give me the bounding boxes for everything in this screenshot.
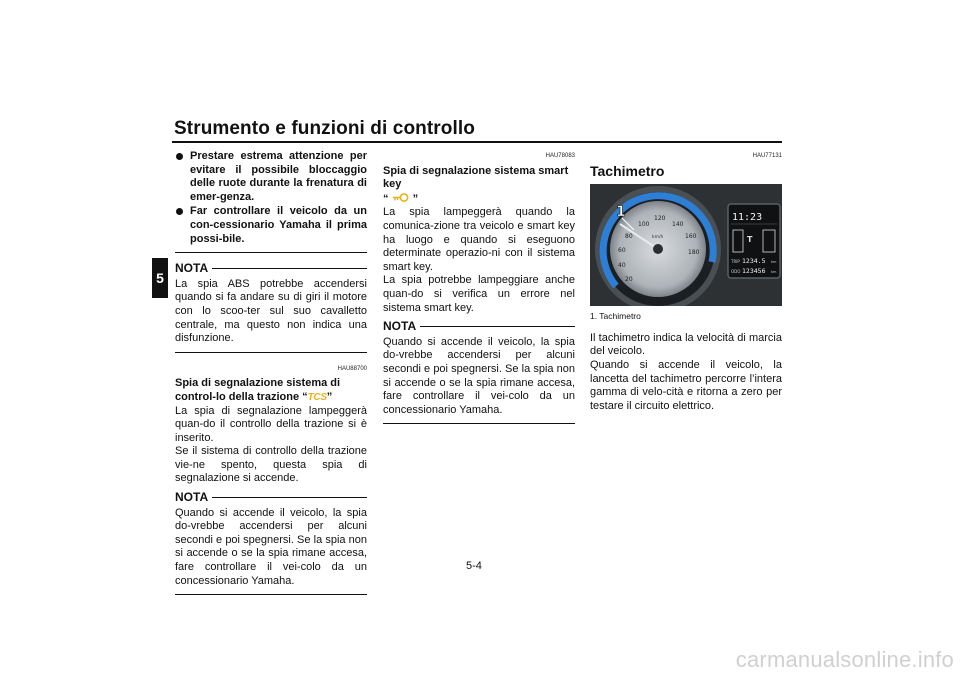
warning-bullets (175, 150, 367, 246)
section-title-tachimetro: Tachimetro (590, 162, 665, 179)
speed-label: 160 (685, 233, 697, 241)
bullet-item (175, 205, 367, 246)
paragraph: La spia di segnalazione lampeggerà quan-do il controllo della trazione si è inserito. (175, 404, 367, 444)
speed-label: 180 (688, 249, 700, 257)
speed-label: 140 (672, 221, 684, 229)
speedometer-figure (590, 184, 782, 306)
section-title-tcs (175, 377, 367, 404)
section-title-text: Spia di segnalazione sistema di control-lo della trazione “ (175, 377, 341, 403)
page-header-title: Strumento e funzioni di controllo (174, 118, 475, 139)
figure-caption: 1. Tachimetro (590, 311, 641, 322)
bullet-text: Far controllare il veicolo da un con-cessionario Yamaha il prima possi-bile. (190, 205, 367, 245)
nota-label: NOTA (383, 319, 417, 334)
section-code: HAU78083 (545, 153, 575, 159)
paragraph: Se il sistema di controllo della trazione vie-ne spento, questa spia di segnalazione si accende. (175, 445, 367, 485)
column-1 (175, 150, 367, 595)
watermark: carmanualsonline.info (735, 647, 954, 672)
section-title-smart-key (383, 165, 575, 207)
nota-heading (175, 491, 367, 505)
speed-label: 60 (618, 247, 626, 255)
header-rule (172, 141, 782, 143)
warning-end-rule (175, 252, 367, 253)
speed-label: 20 (625, 276, 633, 284)
lcd-trip-value: 1234.5 (742, 257, 766, 266)
lcd-trip-label: TRIP (731, 259, 740, 265)
speed-label: 40 (618, 262, 626, 270)
section-title-text: Spia di segnalazione sistema smart key (383, 164, 569, 191)
lcd-odo-label: ODO (731, 269, 741, 275)
lcd-clock: 11:23 (732, 212, 763, 224)
nota-text: La spia ABS potrebbe accendersi quando si fa andare su di giri il motore con lo scoo-ter sul suo cavalletto centrale, ma questo non indica una disfunzione. (175, 277, 367, 345)
section-code: HAU77131 (752, 153, 782, 159)
speed-unit: km/h (652, 235, 664, 241)
bullet-item (175, 150, 367, 204)
nota-heading (175, 262, 367, 276)
nota-heading (383, 320, 575, 334)
smart-key-icon (392, 192, 410, 203)
page-number: 5-4 (466, 560, 482, 572)
nota-line (212, 497, 367, 498)
chapter-tab: 5 (152, 258, 168, 298)
paragraph: La spia potrebbe lampeggiare anche quan-do si verifica un errore nel sistema smart key. (383, 274, 575, 314)
nota-text: Quando si accende il veicolo, la spia do-vrebbe accendersi per alcuni secondi e poi spegnersi. Se la spia non si accende o se la spia rimane accesa, fare controllare il vei-colo da un concessionario Yamaha. (383, 335, 575, 416)
speed-label: 80 (625, 233, 633, 241)
lcd-odo-value: 123456 (742, 267, 766, 276)
section-code: HAU88700 (337, 365, 367, 372)
tcs-icon: TCS (307, 391, 327, 403)
speed-label: 100 (638, 221, 650, 229)
paragraph: La spia lampeggerà quando la comunica-zione tra veicolo e smart key ha luogo e quando si eseguono determinate operazio-ni con il sistema smart key. (383, 206, 575, 273)
nota-label: NOTA (175, 261, 209, 276)
bullet-text: Prestare estrema attenzione per evitare il possibile bloccaggio delle ruote durante la frenatura di emer-genza. (190, 150, 367, 203)
section-title-quote: “ (383, 192, 389, 205)
nota-end-rule (383, 423, 575, 424)
nota-end-rule (175, 594, 367, 595)
lcd-odo-unit: km (771, 270, 777, 275)
speed-label: 120 (654, 215, 666, 223)
lcd-logo-icon: T (747, 235, 753, 245)
nota-text: Quando si accende il veicolo, la spia do-vrebbe accendersi per alcuni secondi e poi spegnersi. Se la spia non si accende o se la spia rimane accesa, fare controllare il vei-colo da un concessionario Yamaha. (175, 506, 367, 587)
paragraph: Quando si accende il veicolo, la lancetta del tachimetro percorre l’intera gamma di velo-cità e ritorna a zero per testare il circuito elettrico. (590, 358, 782, 412)
lcd-trip-unit: km (771, 260, 777, 265)
paragraph: Il tachimetro indica la velocità di marcia del veicolo. (590, 331, 782, 358)
bullet-dot-icon (176, 153, 183, 160)
nota-line (212, 268, 367, 269)
nota-label: NOTA (175, 490, 209, 505)
section-title-quote: ” (326, 390, 333, 403)
callout-number: 1 (616, 204, 626, 221)
speedometer-illustration (590, 184, 782, 306)
nota-line (420, 326, 575, 327)
bullet-dot-icon (176, 208, 183, 215)
column-2 (383, 150, 575, 424)
nota-end-rule (175, 352, 367, 353)
column-3 (590, 150, 782, 413)
section-title-quote: ” (412, 192, 419, 205)
